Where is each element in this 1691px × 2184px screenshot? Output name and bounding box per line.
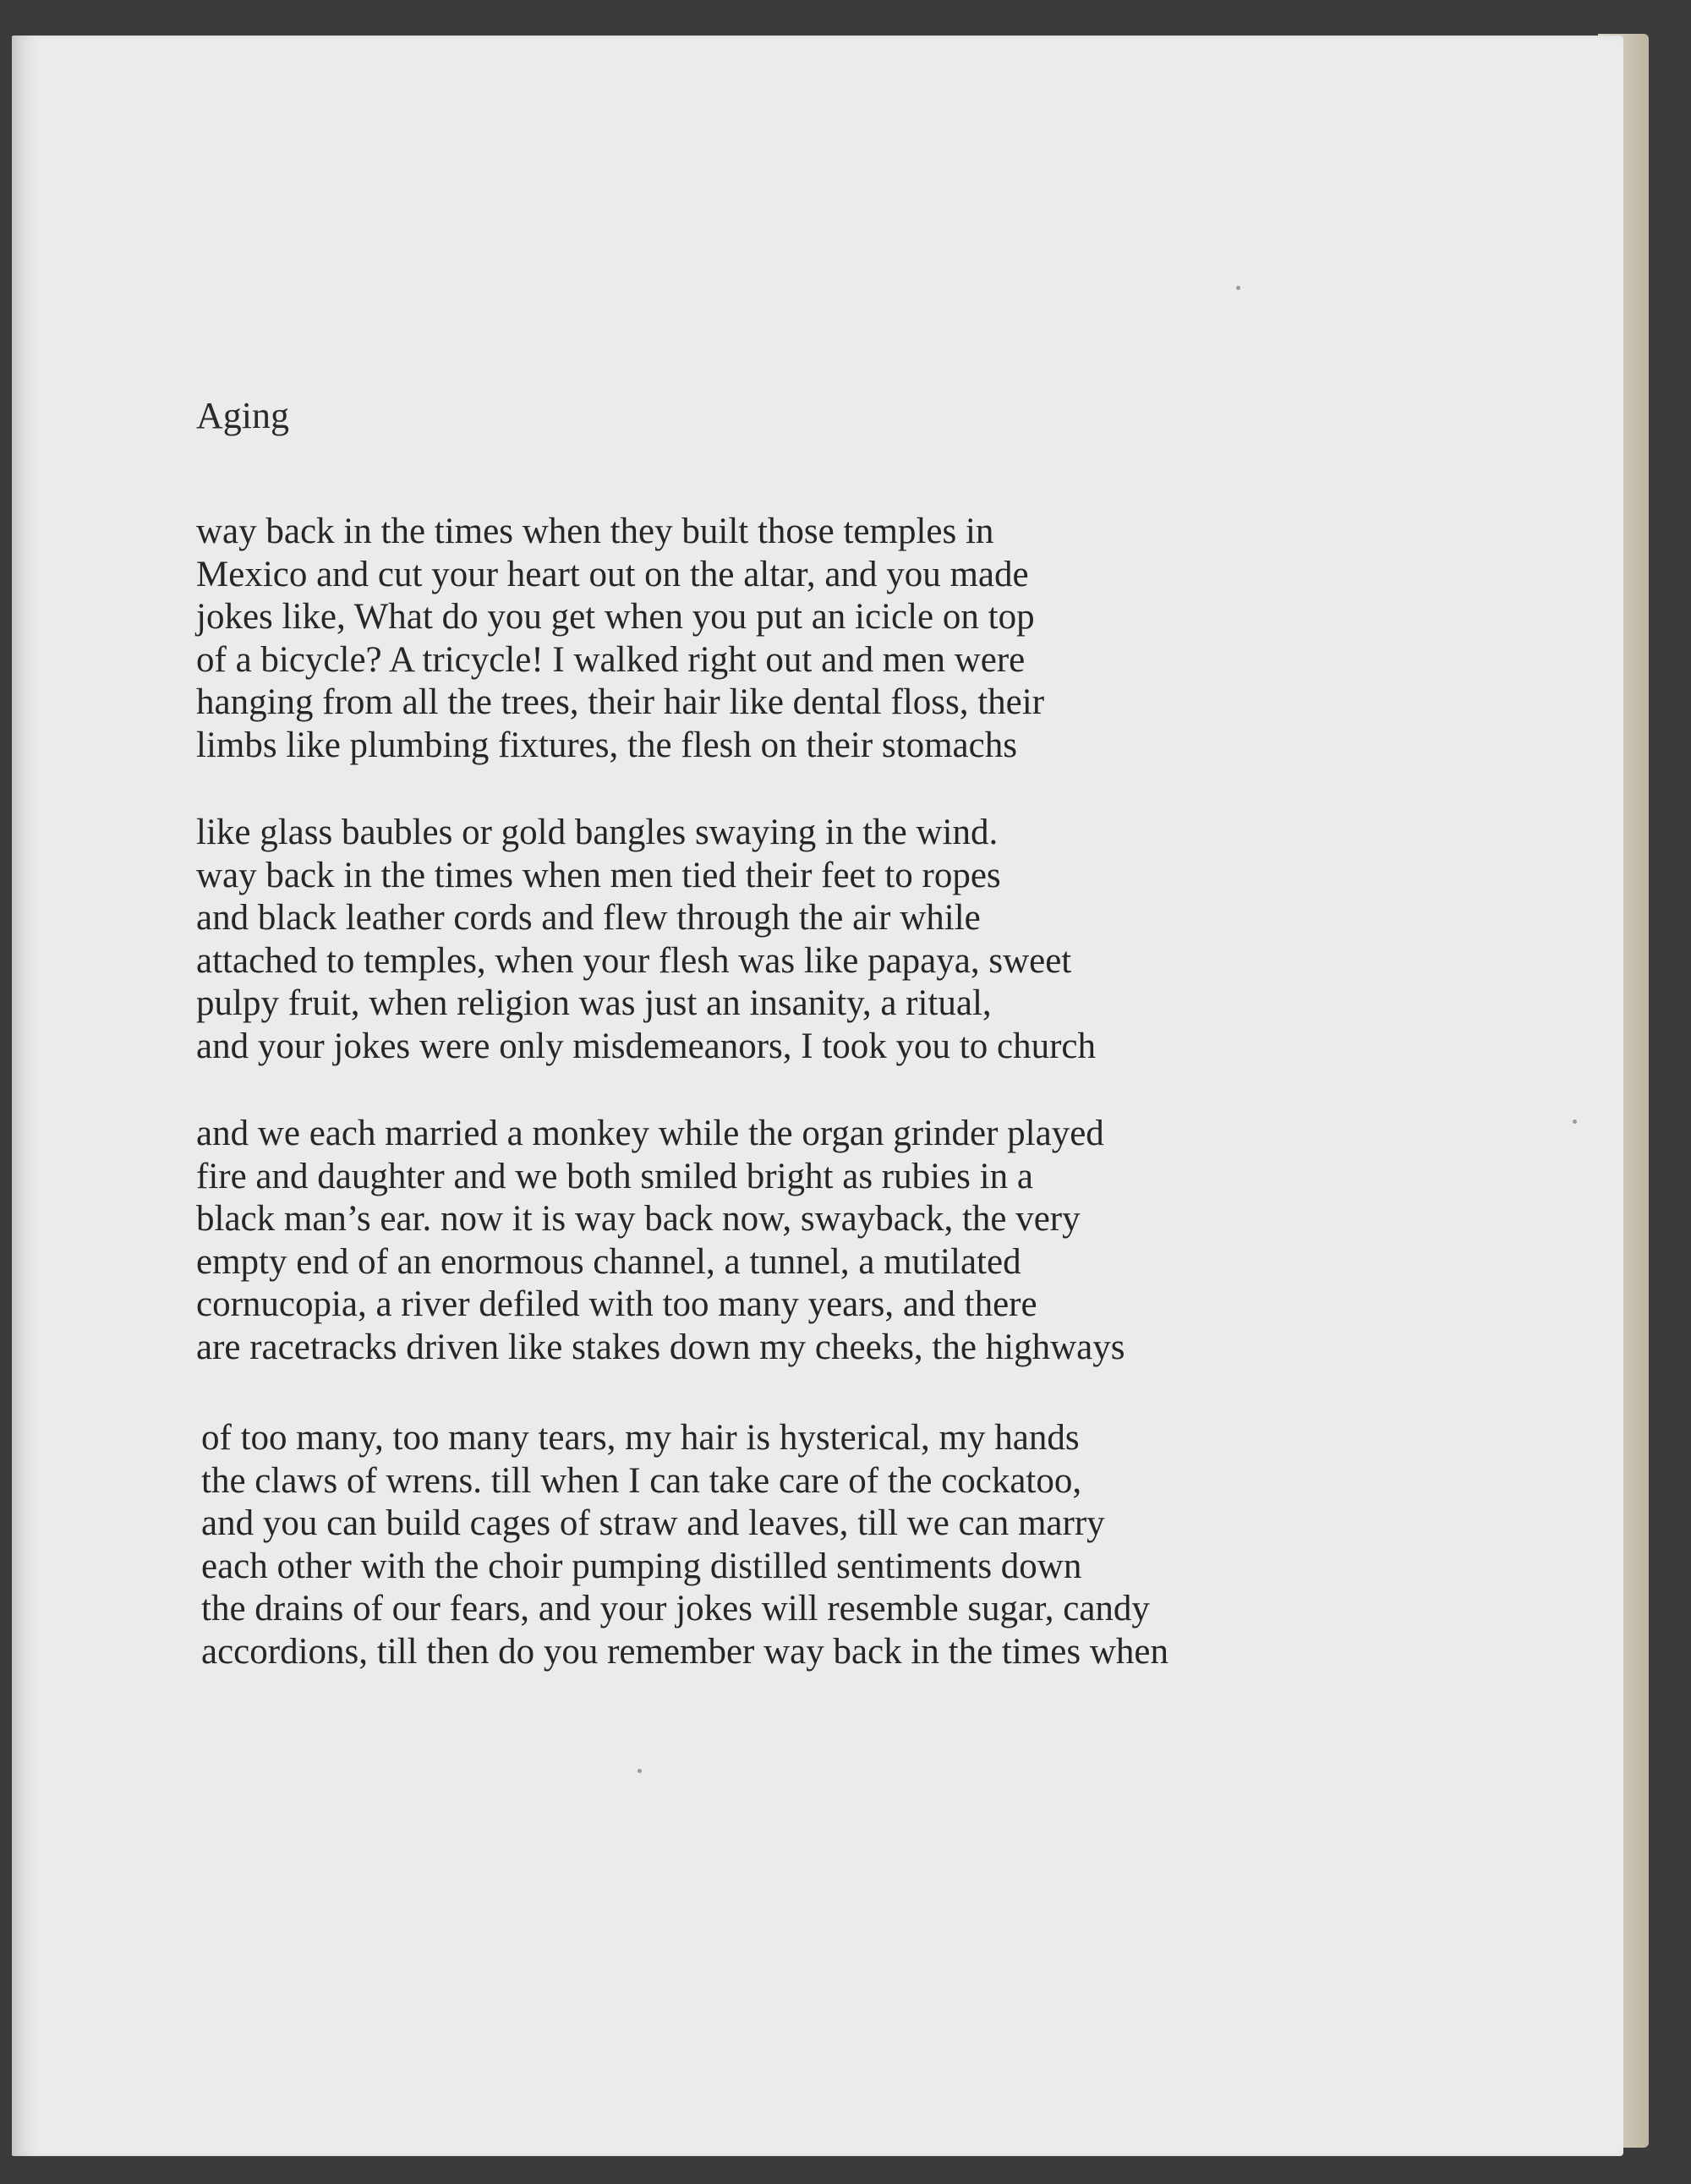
poem-line: the drains of our fears, and your jokes will resemble sugar, candy xyxy=(201,1589,1150,1628)
poem-line: the claws of wrens. till when I can take care of the cockatoo, xyxy=(201,1460,1082,1501)
poem-line: cornucopia, a river defiled with too many years, and there xyxy=(196,1284,1037,1324)
poem-line: each other with the choir pumping distilled sentiments down xyxy=(201,1546,1082,1586)
gutter-shadow xyxy=(12,36,37,2156)
poem-line: limbs like plumbing fixtures, the flesh on their stomachs xyxy=(196,725,1017,765)
poem-line: empty end of an enormous channel, a tunnel, a mutilated xyxy=(196,1241,1021,1282)
stanza-3 xyxy=(196,1113,1125,1369)
poem-line: black man’s ear. now it is way back now, swayback, the very xyxy=(196,1199,1081,1239)
poem-line: hanging from all the trees, their hair like dental floss, their xyxy=(196,682,1045,722)
poem-line: of a bicycle? A tricycle! I walked right out and men were xyxy=(196,639,1026,680)
poem-line: and black leather cords and flew through the air while xyxy=(196,898,981,938)
poem-line: and you can build cages of straw and leaves, till we can marry xyxy=(201,1503,1105,1543)
poem-line: Mexico and cut your heart out on the altar, and you made xyxy=(196,554,1029,594)
poem-line: are racetracks driven like stakes down my cheeks, the highways xyxy=(196,1327,1125,1367)
poem-line: way back in the times when men tied their feet to ropes xyxy=(196,855,1001,895)
paper-speck xyxy=(1236,286,1240,290)
poem-line: and we each married a monkey while the organ grinder played xyxy=(196,1114,1104,1153)
poem-line: jokes like, What do you get when you put an icicle on top xyxy=(196,597,1035,637)
paper-speck xyxy=(638,1769,642,1773)
poem-line: like glass baubles or gold bangles swaying in the wind. xyxy=(196,813,999,852)
poem-line: fire and daughter and we both smiled bright as rubies in a xyxy=(196,1156,1033,1196)
poem-line: and your jokes were only misdemeanors, I took you to church xyxy=(196,1026,1096,1066)
stanza-1 xyxy=(196,511,1044,767)
stanza-2 xyxy=(196,812,1096,1068)
poem-line: way back in the times when they built those temples in xyxy=(196,512,994,551)
poem-line: of too many, too many tears, my hair is hysterical, my hands xyxy=(201,1418,1080,1458)
book-page xyxy=(12,36,1623,2156)
poem-line: accordions, till then do you remember way back in the times when xyxy=(201,1631,1168,1672)
poem-line: attached to temples, when your flesh was like papaya, sweet xyxy=(196,940,1072,981)
poem-line: pulpy fruit, when religion was just an insanity, a ritual, xyxy=(196,983,992,1023)
poem-title: Aging xyxy=(196,395,289,436)
paper-speck xyxy=(1573,1119,1577,1124)
stanza-4 xyxy=(201,1417,1168,1673)
